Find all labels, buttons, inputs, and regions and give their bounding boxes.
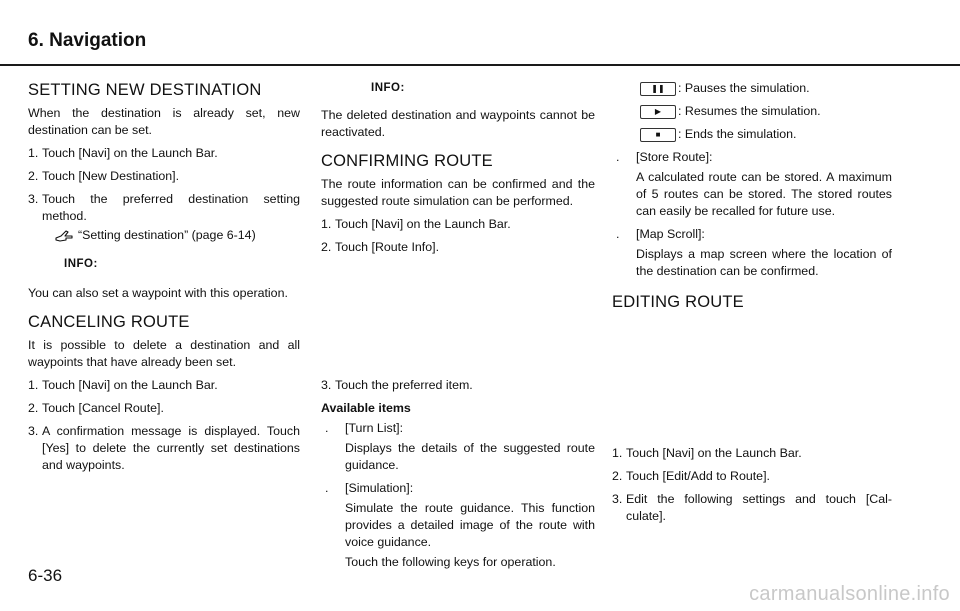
figure-space <box>612 317 892 445</box>
new-dest-step-2 <box>28 168 300 185</box>
confirm-step-2 <box>321 239 595 256</box>
item-description: Simulate the route guidance. This function provides a detailed image of the route with voice guidance. <box>345 501 595 549</box>
available-items-label: Available items <box>321 401 411 415</box>
step-number: 1. <box>28 378 39 392</box>
step-text: Touch [Edit/Add to Route]. <box>626 469 770 483</box>
step-text: Touch [Navi] on the Launch Bar. <box>626 446 802 460</box>
key-description: : Pauses the simulation. <box>678 81 810 95</box>
item-turn-list <box>321 420 595 437</box>
item-description: A calculated route can be stored. A maximum of 5 routes can be stored. The stored routes can easily be recalled for future use. <box>636 170 892 218</box>
step-text: Touch [Navi] on the Launch Bar. <box>335 217 511 231</box>
canceling-route-heading: CANCELING ROUTE <box>28 313 190 331</box>
confirm-step-1 <box>321 216 595 233</box>
edit-step-1 <box>612 445 892 462</box>
chapter-title: 6. Navigation <box>28 30 147 51</box>
step-text: Touch [Cancel Route]. <box>42 401 164 415</box>
step-number: 1. <box>612 446 623 460</box>
cancel-step-3 <box>28 423 300 474</box>
step-text: Touch the preferred destination setting method. <box>42 192 300 223</box>
item-title: [Map Scroll]: <box>636 227 705 241</box>
bullet: . <box>325 481 329 495</box>
column-1 <box>28 80 300 480</box>
step-number: 3. <box>28 192 39 206</box>
edit-step-2 <box>612 468 892 485</box>
confirm-step-3 <box>321 377 595 394</box>
new-dest-step-1 <box>28 145 300 162</box>
info-label: INFO: <box>371 82 405 94</box>
step-text: Touch [Navi] on the Launch Bar. <box>42 146 218 160</box>
step-number: 2. <box>321 240 332 254</box>
step-number: 3. <box>612 492 623 506</box>
item-store-route <box>612 149 892 166</box>
item-title: [Simulation]: <box>345 481 414 495</box>
info-text: The deleted destination and waypoints cannot be reactivated. <box>321 108 595 139</box>
cancel-step-1 <box>28 377 300 394</box>
key-description: : Resumes the simulation. <box>678 104 821 118</box>
bullet: . <box>325 421 329 435</box>
editing-route-heading: EDITING ROUTE <box>612 293 744 311</box>
item-map-scroll <box>612 226 892 243</box>
step-number: 3. <box>321 378 332 392</box>
confirming-route-heading: CONFIRMING ROUTE <box>321 152 493 170</box>
item-title: [Store Route]: <box>636 150 713 164</box>
step-text: Touch [New Destination]. <box>42 169 180 183</box>
step-number: 2. <box>28 169 39 183</box>
bullet: . <box>616 227 620 241</box>
info-text: You can also set a waypoint with this operation. <box>28 286 288 300</box>
step-text: A confirmation message is displayed. Touch [Yes] to delete the currently set destinations and waypoints. <box>42 424 300 472</box>
new-destination-intro: When the destination is already set, new destination can be set. <box>28 106 300 137</box>
step-number: 3. <box>28 424 39 438</box>
item-title: [Turn List]: <box>345 421 404 435</box>
pause-icon: ❚❚ <box>640 82 676 96</box>
step-text: Touch [Navi] on the Launch Bar. <box>42 378 218 392</box>
item-description: Displays the details of the suggested route guidance. <box>345 441 595 472</box>
cancel-step-2 <box>28 400 300 417</box>
item-simulation <box>321 480 595 497</box>
column-3 <box>612 80 892 531</box>
page-reference[interactable] <box>54 227 300 244</box>
info-label: INFO: <box>64 258 98 270</box>
step-text: Touch the preferred item. <box>335 378 473 392</box>
key-description: : Ends the simulation. <box>678 127 797 141</box>
step-number: 1. <box>28 146 39 160</box>
reference-text: “Setting destination” (page 6-14) <box>78 228 256 242</box>
step-text: Edit the following settings and touch [Cal- culate]. <box>626 492 892 523</box>
canceling-route-intro: It is possible to delete a destination and all waypoints that have already been set. <box>28 338 300 369</box>
pause-key-row <box>640 80 892 97</box>
new-destination-heading: SETTING NEW DESTINATION <box>28 81 262 99</box>
step-number: 1. <box>321 217 332 231</box>
page-number: 6-36 <box>28 566 63 585</box>
column-2 <box>321 80 595 577</box>
confirming-route-intro: The route information can be confirmed and the suggested route simulation can be performed. <box>321 177 595 208</box>
new-dest-step-3 <box>28 191 300 225</box>
edit-step-3 <box>612 491 892 525</box>
play-icon: ▶ <box>640 105 676 119</box>
step-number: 2. <box>28 401 39 415</box>
stop-icon: ■ <box>640 128 676 142</box>
stop-key-row <box>640 126 892 143</box>
figure-space <box>321 262 595 377</box>
bullet: . <box>616 150 620 164</box>
reference-hand-icon <box>54 229 74 243</box>
keys-intro: Touch the following keys for operation. <box>345 555 556 569</box>
item-description: Displays a map screen where the location of the destination can be confirmed. <box>636 247 892 278</box>
watermark: carmanualsonline.info <box>749 583 950 605</box>
step-number: 2. <box>612 469 623 483</box>
step-text: Touch [Route Info]. <box>335 240 440 254</box>
header-rule <box>0 64 960 66</box>
play-key-row <box>640 103 892 120</box>
